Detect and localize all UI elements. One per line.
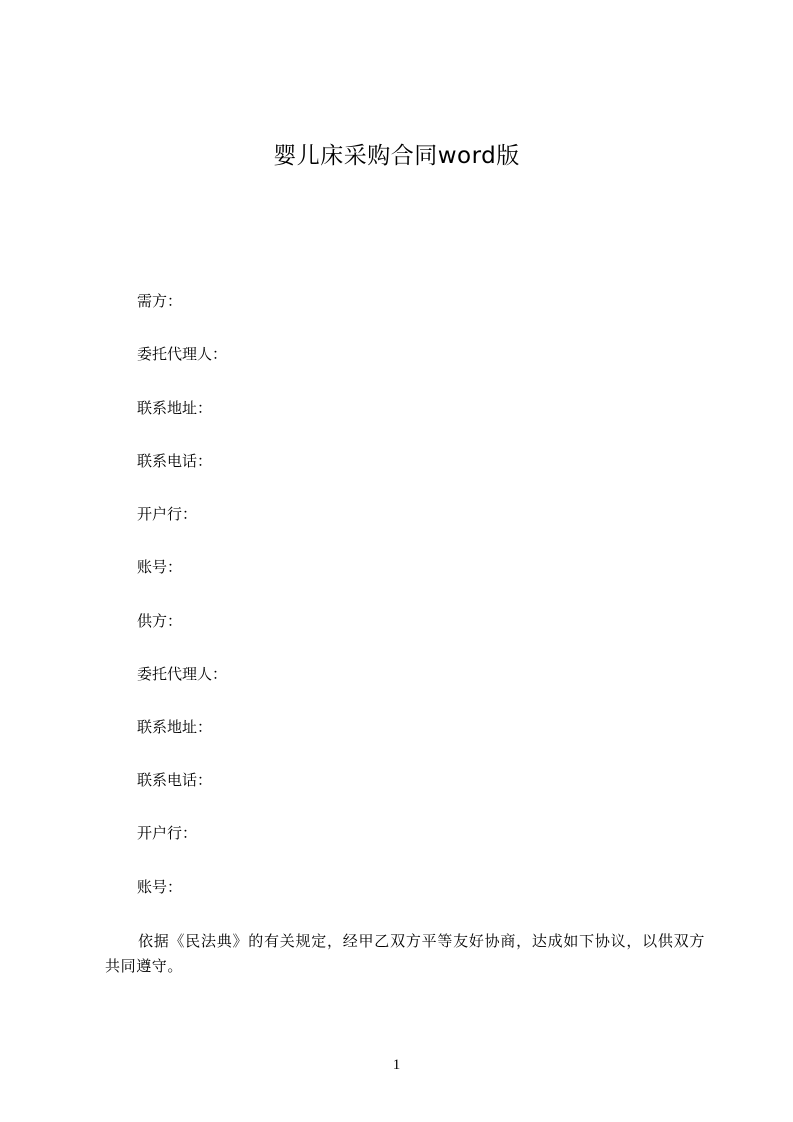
buyer-phone-label: 联系电话：: [137, 452, 213, 470]
buyer-bank-label: 开户行：: [137, 505, 198, 523]
seller-party-label: 供方：: [137, 612, 183, 630]
document-title: 婴儿床采购合同word版: [273, 143, 520, 169]
seller-address-label: 联系地址：: [137, 718, 213, 736]
seller-bank-label: 开户行：: [137, 824, 198, 842]
page-number: 1: [392, 1057, 401, 1073]
buyer-agent-label: 委托代理人：: [137, 345, 228, 363]
agreement-paragraph: 依据《民法典》的有关规定，经甲乙双方平等友好协商，达成如下协议，以供双方共同遵守。: [105, 932, 705, 975]
seller-agent-label: 委托代理人：: [137, 665, 228, 683]
seller-phone-label: 联系电话：: [137, 771, 213, 789]
buyer-party-label: 需方：: [137, 292, 183, 310]
buyer-address-label: 联系地址：: [137, 399, 213, 417]
buyer-account-label: 账号：: [137, 558, 183, 576]
seller-account-label: 账号：: [137, 878, 183, 896]
